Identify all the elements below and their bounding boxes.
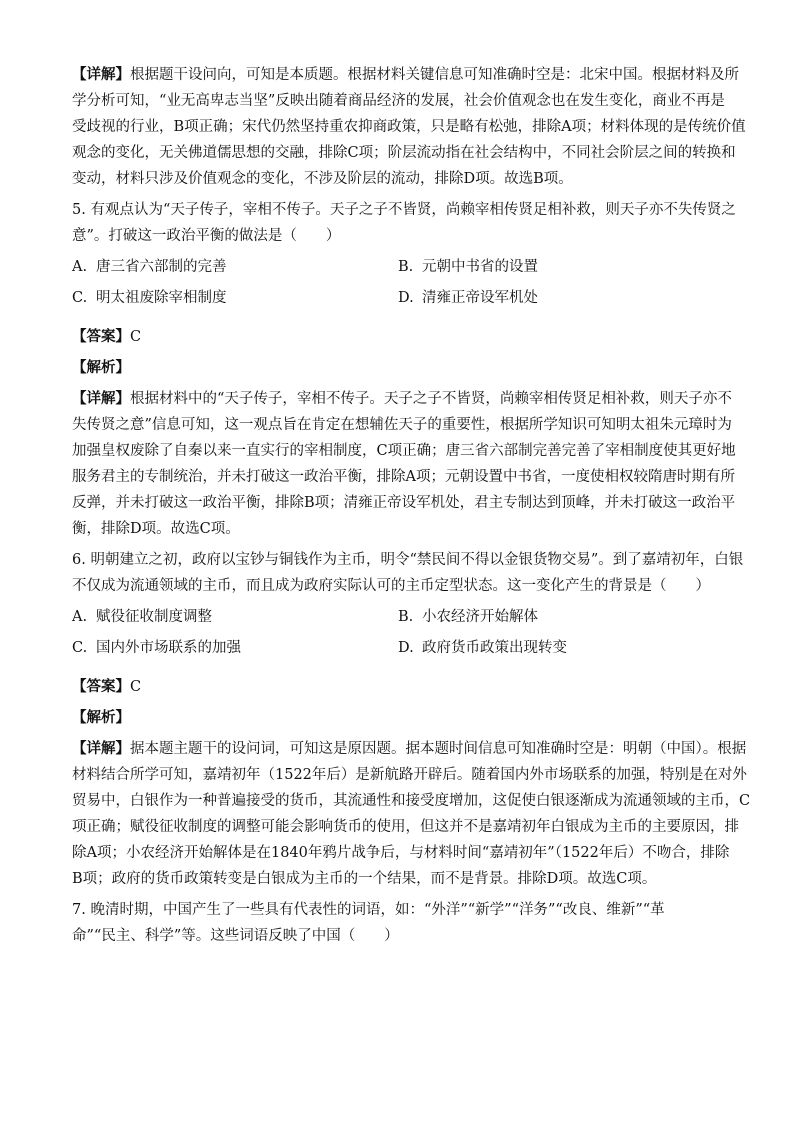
q7-stem <box>72 897 724 949</box>
q4-detail-line-5: 变动，材料只涉及价值观念的变化，不涉及阶层的流动，排除D项。故选B项。 <box>72 171 573 187</box>
document-page <box>72 62 751 954</box>
q6-detail-line-5: 除A项；小农经济开始解体是在1840年鸦片战争后，与材料时间“嘉靖初年”（1522年后）不吻合，排除 <box>72 845 730 861</box>
q6-option-d: D. 政府货币政策出现转变 <box>398 640 567 656</box>
q5-detail-line-3: 加强皇权废除了自秦以来一直实行的宰相制度，C项正确；唐三省六部制完善完善了宰相制度使其更好地 <box>72 443 736 459</box>
q6-detail-line-4: 项正确；赋役征收制度的调整可能会影响货币的使用，但这并不是嘉靖初年白银成为主币的主要原因，排 <box>72 819 739 835</box>
q6-answer-value: C <box>130 679 142 695</box>
q5-answer-value: C <box>130 329 142 345</box>
q6-analysis-label: 【解析】 <box>72 709 130 726</box>
q7-stem-line-2: 命”“民主、科学”等。这些词语反映了中国（ ） <box>72 928 399 944</box>
q6-option-a: A. 赋役征收制度调整 <box>72 609 212 625</box>
q5-detail-line-5: 反弹，并未打破这一政治平衡，排除B项；清雍正帝设军机处，君主专制达到顶峰，并未打破这一政治平 <box>72 495 736 511</box>
q6-stem-line-1: 6. 明朝建立之初，政府以宝钞与铜钱作为主币，明令“禁民间不得以金银货物交易”。到了嘉靖初年，白银 <box>72 552 744 568</box>
q5-options <box>72 254 724 316</box>
q6-detail-line-6: B项；政府的货币政策转变是白银成为主币的一个结果，而不是背景。排除D项。故选C项。 <box>72 871 657 887</box>
detail-label: 【详解】 <box>72 390 130 407</box>
q5-detail-line-2: 失传贤之意”信息可知，这一观点旨在肯定在想辅佐天子的重要性，根据所学知识可知明太祖朱元璋时为 <box>72 417 732 433</box>
q5-option-c: C. 明太祖废除宰相制度 <box>72 290 227 306</box>
q5-option-d: D. 清雍正帝设军机处 <box>398 290 538 306</box>
q4-detail-line-3: 受歧视的行业，B项正确；宋代仍然坚持重农抑商政策，只是略有松弛，排除A项；材料体现的是传统价值 <box>72 119 746 135</box>
q6-stem-line-2: 不仅成为流通领域的主币，而且成为政府实际认可的主币定型状态。这一变化产生的背景是（ ） <box>72 578 710 594</box>
q5-stem-line-1: 5. 有观点认为“天子传子，宰相不传子。天子之子不皆贤，尚赖宰相传贤足相补救，则天子亦不失传贤之 <box>72 202 736 218</box>
q7-stem-line-1: 7. 晚清时期，中国产生了一些具有代表性的词语，如：“外洋”“新学”“洋务”“改良、维新”“革 <box>72 902 665 918</box>
q5-stem-line-2: 意”。打破这一政治平衡的做法是（ ） <box>72 228 341 244</box>
q4-detail-line-4: 观念的变化，无关佛道儒思想的交融，排除C项；阶层流动指在社会结构中，不同社会阶层之间的转换和 <box>72 145 736 161</box>
q6-option-c: C. 国内外市场联系的加强 <box>72 640 241 656</box>
q4-detail-paragraph <box>72 62 746 192</box>
q5-detail-line-4: 服务君主的专制统治，并未打破这一政治平衡，排除A项；元朝设置中书省，一度使相权较隋唐时期有所 <box>72 469 735 485</box>
q6-option-b: B. 小农经济开始解体 <box>398 609 538 625</box>
q5-detail-paragraph <box>72 386 736 542</box>
q6-detail-line-2: 材料结合所学可知，嘉靖初年（1522年后）是新航路开辟后。随着国内外市场联系的加强，特别是在对外 <box>72 767 747 783</box>
q5-stem <box>72 197 736 249</box>
q6-detail-paragraph <box>72 736 751 892</box>
q6-detail-line-1: 据本题主题干的设问词，可知这是原因题。据本题时间信息可知准确时空是：明朝（中国）。根据 <box>130 741 747 757</box>
q5-option-b: B. 元朝中书省的设置 <box>398 259 538 275</box>
detail-label: 【详解】 <box>72 66 130 83</box>
q4-detail-line-1: 根据题干设问向，可知是本质题。根据材料关键信息可知准确时空是：北宋中国。根据材料及所 <box>130 67 739 83</box>
q5-detail-line-6: 衡，排除D项。故选C项。 <box>72 521 240 537</box>
q5-analysis-label: 【解析】 <box>72 359 130 376</box>
q6-options <box>72 604 724 666</box>
detail-label: 【详解】 <box>72 740 130 757</box>
q5-detail-line-1: 根据材料中的“天子传子，宰相不传子。天子之子不皆贤，尚赖宰相传贤足相补救，则天子亦不 <box>130 391 732 407</box>
q5-option-a: A. 唐三省六部制的完善 <box>72 259 227 275</box>
q4-detail-line-2: 学分析可知，“业无高卑志当坚”反映出随着商品经济的发展，社会价值观念也在发生变化，商业不再是 <box>72 93 725 109</box>
q6-stem <box>72 547 744 599</box>
q6-answer: 【答案】C <box>72 678 142 695</box>
q6-detail-line-3: 贸易中，白银作为一种普遍接受的货币，其流通性和接受度增加，这促使白银逐渐成为流通领域的主币，C <box>72 793 751 809</box>
q5-answer: 【答案】C <box>72 328 142 345</box>
